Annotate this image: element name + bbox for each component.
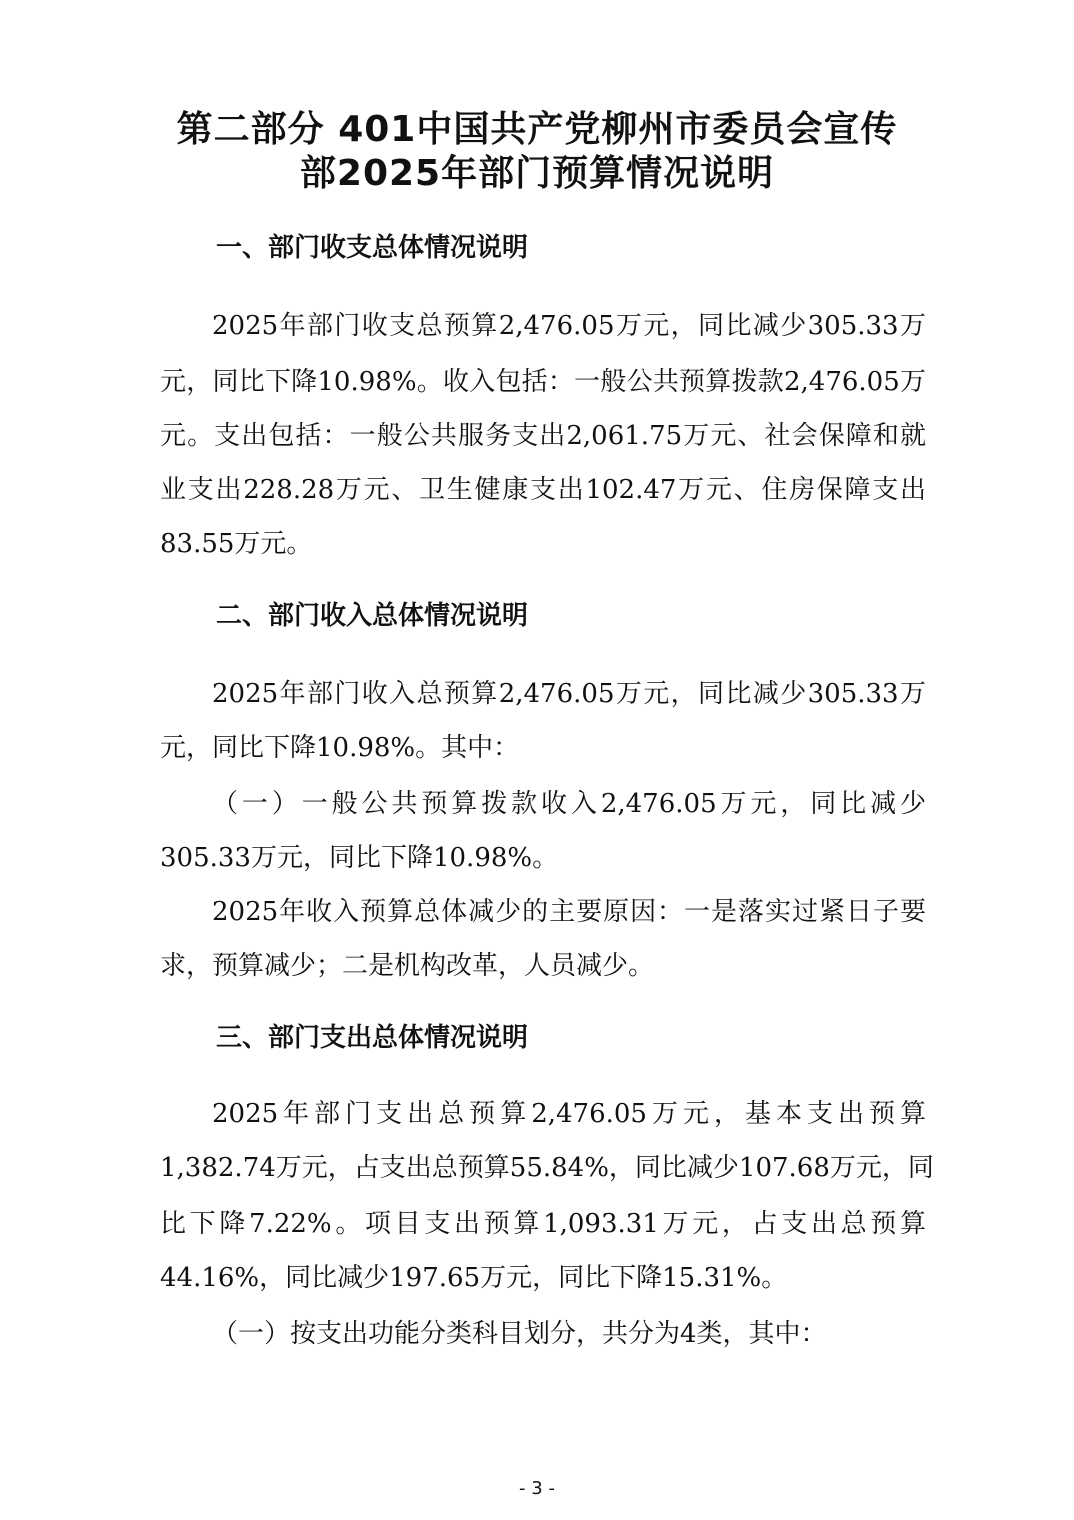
paragraph-line: 元。支出包括：一般公共服务支出2,061.75万元、社会保障和就 [160, 421, 926, 451]
paragraph-line: 2025年部门支出总预算2,476.05万元，基本支出预算 [212, 1099, 926, 1129]
section-heading-3: 三、部门支出总体情况说明 [216, 1023, 529, 1053]
page-title-line-2: 部2025年部门预算情况说明 [299, 153, 775, 194]
paragraph-line: （一）一般公共预算拨款收入2,476.05万元，同比减少 [212, 789, 926, 819]
page-title-line-1: 第二部分 401中国共产党柳州市委员会宣传 [176, 109, 898, 150]
paragraph-line: 83.55万元。 [160, 529, 313, 559]
page-number: - 3 - [519, 1478, 555, 1499]
paragraph-line: （一）按支出功能分类科目划分，共分为4类，其中： [212, 1319, 827, 1349]
paragraph-line: 2025年收入预算总体减少的主要原因：一是落实过紧日子要 [212, 897, 926, 927]
paragraph-line: 44.16%，同比减少197.65万元，同比下降15.31%。 [160, 1263, 788, 1293]
paragraph-line: 2025年部门收支总预算2,476.05万元，同比减少305.33万 [212, 311, 926, 341]
paragraph-line: 元，同比下降10.98%。其中： [160, 733, 520, 763]
paragraph-line: 业支出228.28万元、卫生健康支出102.47万元、住房保障支出 [160, 475, 926, 505]
paragraph-line: 元，同比下降10.98%。收入包括：一般公共预算拨款2,476.05万 [160, 367, 926, 397]
paragraph-line: 比下降7.22%。项目支出预算1,093.31万元，占支出总预算 [160, 1209, 926, 1239]
paragraph-line: 2025年部门收入总预算2,476.05万元，同比减少305.33万 [212, 679, 926, 709]
section-heading-2: 二、部门收入总体情况说明 [216, 601, 529, 631]
paragraph-line: 1,382.74万元，占支出总预算55.84%，同比减少107.68万元，同 [160, 1153, 934, 1183]
paragraph-line: 求，预算减少；二是机构改革，人员减少。 [160, 951, 655, 981]
paragraph-line: 305.33万元，同比下降10.98%。 [160, 843, 559, 873]
section-heading-1: 一、部门收支总体情况说明 [216, 233, 529, 263]
